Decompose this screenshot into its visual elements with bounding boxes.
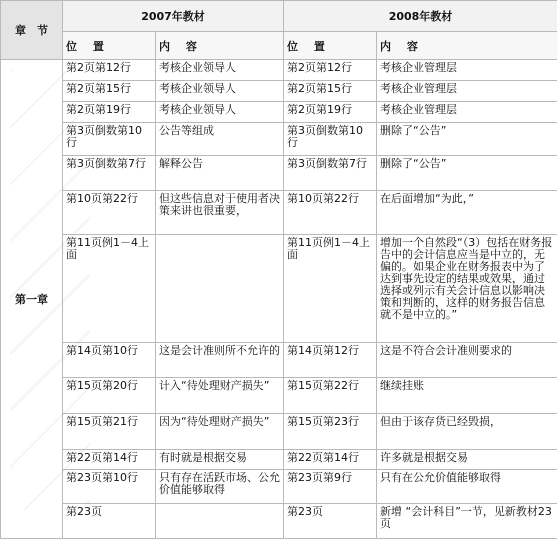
content-2007-cell bbox=[156, 191, 284, 235]
content-2007-cell-text: 计入“待处理财产损失” bbox=[159, 379, 270, 392]
content-2007-cell-text: 有时就是根据交易 bbox=[159, 451, 247, 464]
table-row bbox=[1, 470, 557, 504]
content-2008-cell bbox=[377, 123, 557, 156]
content-header-2008: 内 容 bbox=[377, 32, 557, 60]
content-2008-cell bbox=[377, 450, 557, 470]
content-2008-cell-text: 考核企业管理层 bbox=[380, 61, 457, 74]
content-2008-cell bbox=[377, 191, 557, 235]
position-header-2008: 位 置 bbox=[284, 32, 377, 60]
content-2007-cell bbox=[156, 450, 284, 470]
position-2008-cell bbox=[284, 378, 377, 414]
content-2007-cell bbox=[156, 102, 284, 123]
position-2007-cell-text: 第15页第20行 bbox=[66, 379, 138, 392]
position-2007-cell-text: 第2页第15行 bbox=[66, 82, 131, 95]
content-2007-cell bbox=[156, 378, 284, 414]
content-2007-cell bbox=[156, 414, 284, 450]
position-2008-cell bbox=[284, 156, 377, 191]
position-2007-cell bbox=[63, 191, 156, 235]
position-2008-cell-text: 第14页第12行 bbox=[287, 344, 359, 357]
table-row bbox=[1, 378, 557, 414]
position-2007-cell-text: 第23页第10行 bbox=[66, 471, 138, 484]
content-2007-cell-text: 但这些信息对于使用者决策来讲也很重要， bbox=[159, 192, 280, 217]
content-2008-cell-text: 这是不符合会计准则要求的 bbox=[380, 344, 512, 357]
position-2007-cell bbox=[63, 343, 156, 378]
content-2008-cell-text: 但由于该存货已经毁损， bbox=[380, 415, 501, 428]
content-2008-cell-text: 考核企业管理层 bbox=[380, 103, 457, 116]
table-row bbox=[1, 450, 557, 470]
position-2008-cell bbox=[284, 191, 377, 235]
content-2007-cell bbox=[156, 81, 284, 102]
position-2008-cell bbox=[284, 123, 377, 156]
table-row bbox=[1, 235, 557, 343]
position-2007-cell-text: 第14页第10行 bbox=[66, 344, 138, 357]
position-2008-cell bbox=[284, 81, 377, 102]
position-2007-cell-text: 第3页倒数第10行 bbox=[66, 124, 142, 149]
position-2008-cell-text: 第15页第23行 bbox=[287, 415, 359, 428]
table-row bbox=[1, 156, 557, 191]
content-2008-cell-text: 在后面增加“为此，” bbox=[380, 192, 474, 205]
position-2008-cell bbox=[284, 414, 377, 450]
content-2008-cell-text: 许多就是根据交易 bbox=[380, 451, 468, 464]
table-row bbox=[1, 123, 557, 156]
table-row bbox=[1, 102, 557, 123]
table-row bbox=[1, 414, 557, 450]
position-2008-cell-text: 第23页第9行 bbox=[287, 471, 352, 484]
content-header-2007: 内 容 bbox=[156, 32, 284, 60]
position-2008-cell-text: 第2页第12行 bbox=[287, 61, 352, 74]
position-2007-cell-text: 第10页第22行 bbox=[66, 192, 138, 205]
position-2007-cell bbox=[63, 414, 156, 450]
content-2008-cell bbox=[377, 414, 557, 450]
table-row bbox=[1, 60, 557, 81]
content-2007-cell-text: 考核企业领导人 bbox=[159, 61, 236, 74]
position-2007-cell-text: 第22页第14行 bbox=[66, 451, 138, 464]
position-2007-cell bbox=[63, 470, 156, 504]
year-2008-header: 2008年教材 bbox=[284, 1, 557, 32]
content-2008-cell-text: 继续挂账 bbox=[380, 379, 424, 392]
content-2007-cell bbox=[156, 123, 284, 156]
position-2008-cell bbox=[284, 343, 377, 378]
position-2007-cell-text: 第15页第21行 bbox=[66, 415, 138, 428]
position-2008-cell-text: 第2页第19行 bbox=[287, 103, 352, 116]
position-2007-cell-text: 第2页第12行 bbox=[66, 61, 131, 74]
chapter-name: 第一章 bbox=[15, 293, 48, 306]
position-2007-cell bbox=[63, 156, 156, 191]
position-2008-cell bbox=[284, 102, 377, 123]
content-2008-cell-text: 删除了“公告” bbox=[380, 124, 447, 137]
position-2008-cell bbox=[284, 450, 377, 470]
content-2008-cell-text: 只有在公允价值能够取得 bbox=[380, 471, 501, 484]
position-2008-cell-text: 第15页第22行 bbox=[287, 379, 359, 392]
position-2008-cell bbox=[284, 60, 377, 81]
content-2007-cell bbox=[156, 470, 284, 504]
position-2007-cell bbox=[63, 378, 156, 414]
position-2008-cell-text: 第3页倒数第10行 bbox=[287, 124, 363, 149]
content-2008-cell bbox=[377, 378, 557, 414]
table-row bbox=[1, 343, 557, 378]
content-2007-cell-text: 因为“待处理财产损失” bbox=[159, 415, 270, 428]
content-2008-cell-text: 增加一个自然段“（3）包括在财务报告中的会计信息应当是中立的，无偏的。如果企业在财务报表中为了达到事先设定的结果或效果，通过选择或列示有关会计信息以影响决策和判断的，这样的财务报告信息就不是中立的。” bbox=[380, 236, 553, 321]
position-2007-cell-text: 第3页倒数第7行 bbox=[66, 157, 146, 170]
position-2007-cell bbox=[63, 102, 156, 123]
content-2007-cell bbox=[156, 156, 284, 191]
table-row bbox=[1, 81, 557, 102]
position-2008-cell-text: 第11页例1－4上面 bbox=[287, 236, 370, 261]
header-row-columns bbox=[1, 32, 557, 60]
position-2007-cell bbox=[63, 450, 156, 470]
position-2007-cell bbox=[63, 235, 156, 343]
chapter-header: 章 节 bbox=[1, 1, 63, 60]
position-2007-cell bbox=[63, 504, 156, 539]
position-2007-cell-text: 第23页 bbox=[66, 505, 102, 518]
position-2008-cell-text: 第23页 bbox=[287, 505, 323, 518]
position-2008-cell-text: 第3页倒数第7行 bbox=[287, 157, 367, 170]
content-2007-cell bbox=[156, 343, 284, 378]
position-2007-cell-text: 第11页例1－4上面 bbox=[66, 236, 149, 261]
position-2008-cell bbox=[284, 504, 377, 539]
position-2007-cell bbox=[63, 123, 156, 156]
content-2007-cell bbox=[156, 60, 284, 81]
content-2008-cell bbox=[377, 470, 557, 504]
position-2007-cell bbox=[63, 60, 156, 81]
position-2008-cell bbox=[284, 235, 377, 343]
position-2008-cell bbox=[284, 470, 377, 504]
content-2007-cell-text bbox=[156, 504, 283, 506]
content-2008-cell bbox=[377, 60, 557, 81]
position-2007-cell bbox=[63, 81, 156, 102]
content-2008-cell bbox=[377, 343, 557, 378]
content-2007-cell bbox=[156, 504, 284, 539]
position-2008-cell-text: 第2页第15行 bbox=[287, 82, 352, 95]
year-2007-header: 2007年教材 bbox=[63, 1, 284, 32]
content-2007-cell-text: 解释公告 bbox=[159, 157, 203, 170]
content-2007-cell-text bbox=[156, 235, 283, 237]
content-2008-cell bbox=[377, 235, 557, 343]
content-2008-cell-text: 考核企业管理层 bbox=[380, 82, 457, 95]
position-2008-cell-text: 第10页第22行 bbox=[287, 192, 359, 205]
content-2007-cell-text: 公告等组成 bbox=[159, 124, 214, 137]
content-2007-cell-text: 这是会计准则所不允许的 bbox=[159, 344, 280, 357]
content-2008-cell bbox=[377, 81, 557, 102]
content-2007-cell-text: 只有存在活跃市场、公允价值能够取得 bbox=[159, 471, 280, 496]
content-2007-cell-text: 考核企业领导人 bbox=[159, 103, 236, 116]
position-2007-cell-text: 第2页第19行 bbox=[66, 103, 131, 116]
content-2007-cell-text: 考核企业领导人 bbox=[159, 82, 236, 95]
content-2008-cell bbox=[377, 504, 557, 539]
content-2008-cell bbox=[377, 102, 557, 123]
content-2008-cell-text: 删除了“公告” bbox=[380, 157, 447, 170]
content-2007-cell bbox=[156, 235, 284, 343]
table-row bbox=[1, 191, 557, 235]
header-row-years bbox=[1, 1, 557, 32]
position-2008-cell-text: 第22页第14行 bbox=[287, 451, 359, 464]
content-2008-cell-text: 新增 “会计科目”一节，见新教材23页 bbox=[380, 505, 552, 530]
chapter-cell bbox=[1, 60, 63, 539]
position-header-2007: 位 置 bbox=[63, 32, 156, 60]
content-2008-cell bbox=[377, 156, 557, 191]
table-row bbox=[1, 504, 557, 539]
